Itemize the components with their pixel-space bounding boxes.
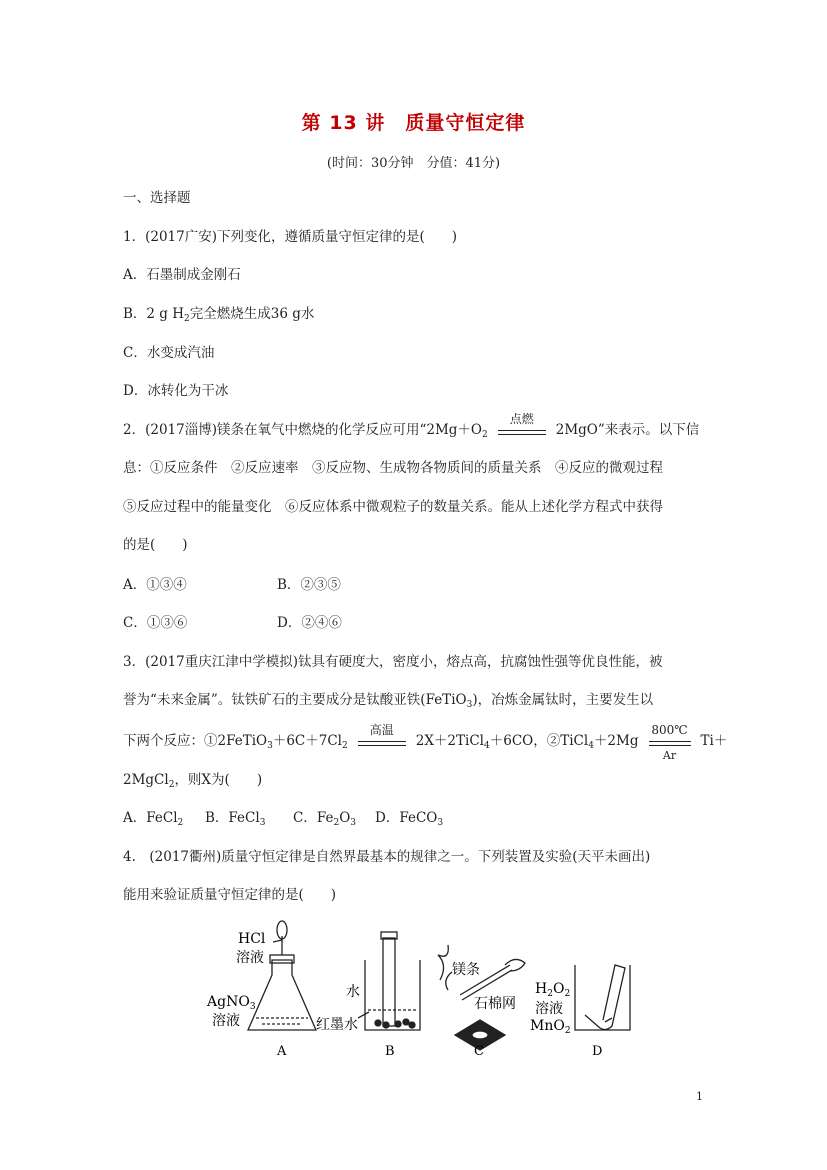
q2-line-2: 息：①反应条件 ②反应速率 ③反应物、生成物各物质间的质量关系 ④反应的微观过程	[123, 460, 663, 476]
q1-option-d: D．冰转化为干冰	[123, 383, 229, 399]
q3-line-1: 3．(2017重庆江津中学模拟)钛具有硬度大，密度小，熔点高，抗腐蚀性强等优良性能，被	[123, 654, 663, 670]
label-d: D	[592, 1044, 603, 1059]
label-hcl: HCl	[238, 931, 266, 947]
time-score-info: (时间：30分钟 分值：41分)	[326, 156, 501, 171]
label-red-ink: 红墨水	[316, 1017, 358, 1033]
q1-stem: 1．(2017广安)下列变化，遵循质量守恒定律的是( )	[123, 229, 458, 245]
label-asbestos-mesh: 石棉网	[474, 996, 516, 1012]
label-mno2: MnO$_2$	[530, 1018, 571, 1036]
q3-line-3: 下两个反应：$①2FeTiO_3+6C+7Cl_2$ 高温 2X＋2TiCl$_4$＋6CO，②TiCl$_4$＋2Mg 800℃ Ar Ti＋	[123, 722, 728, 762]
q3-option-b: B．FeCl$_3$	[205, 810, 266, 828]
q1-option-b: B．2 g $H_2$完全燃烧生成36 g水	[123, 306, 315, 324]
q2-option-c: C．①③⑥	[123, 615, 188, 631]
apparatus-b-beaker	[358, 932, 420, 1030]
reaction-condition-ignite: 点燃	[494, 421, 550, 441]
reaction-condition-800c-ar: 800℃ Ar	[645, 732, 695, 752]
section-heading: 一、选择题	[123, 190, 191, 206]
label-hcl-solution: 溶液	[236, 950, 264, 966]
q3-option-d: D．FeCO$_3$	[375, 810, 444, 828]
q1-option-a: A．石墨制成金刚石	[123, 267, 241, 283]
q3-option-c: C．$Fe_2O_3$	[293, 810, 356, 828]
q1-option-c: C．水变成汽油	[123, 345, 215, 361]
q3-line-4: 2MgCl$_2$，则X为( )	[123, 772, 263, 790]
label-b: B	[385, 1044, 395, 1059]
q2-option-b: B．②③⑤	[277, 577, 341, 593]
page-title: 第 13 讲 质量守恒定律	[301, 112, 526, 134]
page-number: 1	[696, 1090, 703, 1103]
label-water: 水	[346, 984, 360, 1000]
q2-line-1: 2．(2017淄博)镁条在氧气中燃烧的化学反应可用“$2Mg+O_2$ 点燃 2MgO”来表示。以下信	[123, 411, 700, 440]
q2-option-d: D．②④⑥	[277, 615, 342, 631]
label-h2o2-solution: 溶液	[535, 1001, 563, 1017]
q2-line-3: ⑤反应过程中的能量变化 ⑥反应体系中微观粒子的数量关系。能从上述化学方程式中获得	[123, 499, 663, 515]
q3-option-a: A．FeCl$_2$	[123, 810, 184, 828]
reaction-condition-high-temp: 高温	[354, 732, 410, 752]
label-magnesium-strip: 镁条	[452, 962, 480, 978]
label-agno3-solution: 溶液	[212, 1013, 240, 1029]
q4-line-1: 4. (2017衢州)质量守恒定律是自然界最基本的规律之一。下列装置及实验(天平未画出)	[123, 849, 651, 865]
q3-line-2: 誉为“未来金属”。钛铁矿石的主要成分是钛酸亚铁(FeTiO$_3$)，冶炼金属钛时，主要发生以	[123, 692, 654, 710]
label-h2o2: $H_2O_2$	[535, 981, 571, 999]
q4-line-2: 能用来验证质量守恒定律的是( )	[123, 887, 337, 903]
q2-option-a: A．①③④	[123, 577, 187, 593]
apparatus-d-test-tube	[575, 965, 630, 1030]
q2-line-4: 的是( )	[123, 537, 188, 553]
label-a: A	[277, 1044, 287, 1059]
label-agno3: AgNO$_3$	[207, 994, 256, 1012]
label-c: C	[474, 1044, 484, 1059]
